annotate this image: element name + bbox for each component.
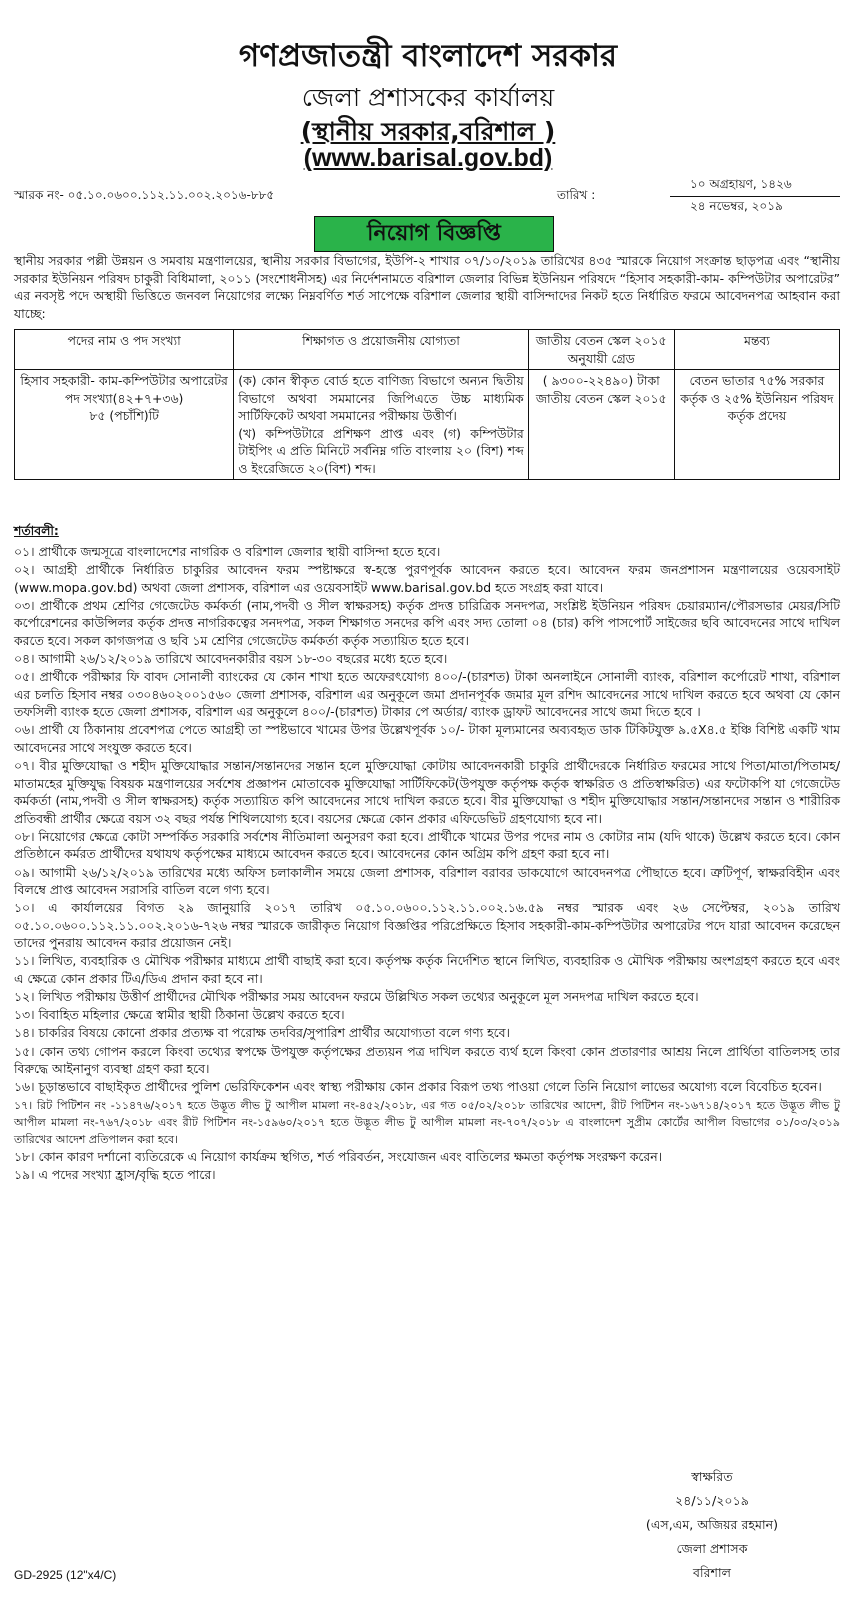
memo-number: স্মারক নং- ০৫.১০.০৬০০.১১২.১১.০০২.২০১৬-৮৮৫ [14,188,275,202]
pay-scale-cell: ( ৯৩০০-২২৪৯০) টাকা জাতীয় বেতন স্কেল ২০১৫ [528,370,674,480]
website-link[interactable]: (www.barisal.gov.bd) [303,144,553,172]
remarks-cell: বেতন ভাতার ৭৫% সরকার কর্তৃক ও ২৫% ইউনিয়ন পরিষদ কর্তৃক প্রদেয় [674,370,839,480]
condition-item: ১২। লিখিত পরীক্ষায় উত্তীর্ণ প্রার্থীদের মৌখিক পরীক্ষার সময় আবেদন ফরমে উল্লিখিত সকল তথ্যের অনুকূলে মূল সনদপত্র দাখিল করতে হবে। [14,989,699,1005]
condition-item: ১৫। কোন তথ্য গোপন করলে কিংবা তথ্যের স্বপক্ষে উপযুক্ত কর্তৃপক্ষের প্রত্যয়ন পত্র দাখিল করতে ব্যর্থ হলে কিংবা কোন প্রতারণার আশ্রয় নিলে প্রার্থিতা বাতিলসহ তার বিরুদ্ধে আইনানুগ ব্যবস্থা গ্রহণ করা হবে। [14,1043,840,1077]
condition-item: ১৭। রিট পিটিশন নং -১১৪৭৬/২০১৭ হতে উদ্ভূত লীভ টু আপীল মামলা নং-৪৫২/২০১৮, এর গত ০৫/০২/২০১৮ তারিখের আদেশ, রীট পিটিশন নং-১৬৭১৪/২০১৭ হতে উদ্ভূত লীভ টু আপীল মামলা নং-৭৬৭/২০১৮ এবং রীট পিটিশন নং-১৫৯৬০/২০১৭ হতে উদ্ভূত লীভ টু আপীল মামলা নং-৭০৭/২০১৮ এ বাংলাদেশ সুপ্রীম কোর্টের আপীল বিভাগের ০১/০৩/২০১৯ তারিখের আদেশ প্রতিপালন করা হবে। [14,1098,840,1146]
conditions-list [14,543,840,1185]
condition-item: ০৫। প্রার্থীকে পরীক্ষার ফি বাবদ সোনালী ব্যাংকের যে কোন শাখা হতে অফেরৎযোগ্য ৪০০/-(চারশত) টাকা অনলাইনে সোনালী ব্যাংক, বরিশাল কর্পোরেট শাখা, বরিশাল এর চলতি হিসাব নম্বর ০৩০৪৬০২০০১৫৬০ জেলা প্রশাসক, বরিশাল এর অনুকূলে জমা প্রদানপূর্বক জমার মূল রশিদ আবেদনের সাথে দাখিল করতে হবে অথবা যে কোন তফসিলী ব্যাংক হতে জেলা প্রশাসক, বরিশাল এর অনুকূলে ৪০০/-(চারশত) টাকার পে অর্ডার/ ব্যাংক ড্রাফট আবেদনের সাথে জমা দিতে হবে । [14,669,840,720]
condition-item: ০৬। প্রার্থী যে ঠিকানায় প্রবেশপত্র পেতে আগ্রহী তা স্পষ্টভাবে খামের উপর উল্লেখপূর্বক ১০/- টাকা মূল্যমানের অব্যবহৃত ডাক টিকিটযুক্ত ৯.৫X৪.৫ ইঞ্চি বিশিষ্ট একটি খাম আবেদনের সাথে সংযুক্ত করতে হবে। [14,722,840,755]
signatory-designation: জেলা প্রশাসক [676,1541,748,1556]
signature-date: ২৪/১১/২০১৯ [675,1493,749,1508]
govt-title: গণপ্রজাতন্ত্রী বাংলাদেশ সরকার [238,38,618,74]
date-english: ২৪ নভেম্বর, ২০১৯ [690,199,783,213]
condition-item: ০৪। আগামী ২৬/১২/২০১৯ তারিখে আবেদনকারীর বয়স ১৮-৩০ বছরের মধ্যে হতে হবে। [14,651,448,667]
conditions-heading: শর্তাবলী: [14,523,59,538]
condition-item: ১০। এ কার্যালয়ের বিগত ২৯ জানুয়ারি ২০১৭ তারিখ ০৫.১০.০৬০০.১১২.১১.০০২.১৬.৫৯ নম্বর স্মারক এবং ২৬ সেপ্টেম্বর, ২০১৯ তারিখ ০৫.১০.০৬০০.১১২.১১.০০২.২০১৬-৭২৬ নম্বর স্মারকে জারীকৃত নিয়োগ বিজ্ঞপ্তির পরিপ্রেক্ষিতে হিসাব সহকারী-কাম-কম্পিউটার অপারেটর পদে যারা আবেদন করেছেন তাদের পুনরায় আবেদন করার প্রয়োজন নেই। [14,900,840,951]
header-qualification: শিক্ষাগত ও প্রয়োজনীয় যোগ্যতা [234,330,528,370]
condition-item: ০৭। বীর মুক্তিযোদ্ধা ও শহীদ মুক্তিযোদ্ধার সন্তান/সন্তানদের সন্তান হলে মুক্তিযোদ্ধা কোটায় আবেদনকারী চাকুরি প্রার্থীদেরকে নির্ধারিত ফরমের সাথে পিতা/মাতা/পিতামহ/মাতামহের মুক্তিযুদ্ধ বিষয়ক মন্ত্রণালয়ের সর্বশেষ প্রজ্ঞাপন মোতাবেক মুক্তিযোদ্ধা সার্টিফিকেট(উপযুক্ত কর্তৃপক্ষ কর্তৃক স্বাক্ষরিত ও প্রতিস্বাক্ষরিত) এর ফটোকপি যা গেজেটেড কর্মকর্তা (নাম,পদবী ও সীল স্বাক্ষরসহ) কর্তৃক সত্যায়িত কপি আবেদনের সাথে দাখিল করতে হবে। বীর মুক্তিযোদ্ধা ও শহীদ মুক্তিযোদ্ধার সন্তান/সন্তানদের সন্তান ও শারীরিক প্রতিবন্ধী প্রার্থীর ক্ষেত্রে বয়স ৩২ বছর পর্যন্ত শিথিলযোগ্য হবে। বয়সের ক্ষেত্রে কোন প্রকার এফিডেভিট গ্রহণযোগ্য হবে না। [14,758,840,826]
qualification-cell [234,370,528,480]
footer-code: GD-2925 (12"x4/C) [14,1568,117,1582]
post-name: হিসাব সহকারী- কাম-কম্পিউটার অপারেটর [20,373,228,388]
condition-item: ১১। লিখিত, ব্যবহারিক ও মৌখিক পরীক্ষার মাধ্যমে প্রার্থী বাছাই করা হবে। কর্তৃপক্ষ কর্তৃক নির্দেশিত স্থানে লিখিত, ব্যবহারিক ও মৌখিক পরীক্ষায় অংশগ্রহণ করতে হবে এবং এ ক্ষেত্রে কোন প্রকার টিএ/ডিএ প্রদান করা হবে না। [14,953,840,986]
post-cell [15,370,234,480]
signed-label: স্বাক্ষরিত [691,1469,733,1484]
condition-item: ১৯। এ পদের সংখ্যা হ্রাস/বৃদ্ধি হতে পারে। [14,1167,216,1183]
post-count: পদ সংখ্যা(৪২+৭+৩৬) [64,390,184,406]
condition-item: ১৩। বিবাহিত মহিলার ক্ষেত্রে স্বামীর স্থায়ী ঠিকানা উল্লেখ করতে হবে। [14,1007,345,1023]
table-row [15,370,840,480]
office-name: জেলা প্রশাসকের কার্যালয় [301,83,555,112]
posts-table [14,329,840,480]
header-pay-scale: জাতীয় বেতন স্কেল ২০১৫ অনুযায়ী গ্রেড [528,330,674,370]
date-divider [670,196,840,197]
condition-item: ০৮। নিয়োগের ক্ষেত্রে কোটা সম্পর্কিত সরকারি সর্বশেষ নীতিমালা অনুসরণ করা হবে। প্রার্থীকে খামের উপর পদের নাম ও কোটার নাম (যদি থাকে) উল্লেখ করতে হবে। কোন প্রতিষ্ঠানে কর্মরত প্রার্থীদের যথাযথ কর্তৃপক্ষের মাধ্যমে আবেদন করতে হবে। আবেদনের কোন অগ্রিম কপি গ্রহণ করা হবে না। [14,828,840,862]
signature-block [612,1465,812,1585]
header-post: পদের নাম ও পদ সংখ্যা [15,330,234,370]
notice-title-banner: নিয়োগ বিজ্ঞপ্তি [314,216,554,252]
condition-item: ১৪। চাকরির বিষয়ে কোনো প্রকার প্রত্যক্ষ বা পরোক্ষ তদবির/সুপারিশ প্রার্থীর অযোগ্যতা বলে গণ্য হবে। [14,1025,510,1041]
condition-item: ০২। আগ্রহী প্রার্থীকে নির্ধারিত চাকুরির আবেদন ফরম স্পষ্টাক্ষরে স্ব-হস্তে পুরণপূর্বক আবেদন করতে হবে। আবেদন ফরম জনপ্রশাসন মন্ত্রণালয়ের ওয়েবসাইট (www.mopa.gov.bd) অথবা জেলা প্রশাসক, বরিশাল এর ওয়েবসাইট www.barisal.gov.bd হতে সংগ্রহ করা যাবে। [14,562,840,595]
intro-paragraph: স্থানীয় সরকার পল্লী উন্নয়ন ও সমবায় মন্ত্রণালয়ের, স্থানীয় সরকার বিভাগের, ইউপি-২ শাখার ০৭/১০/২০১৯ তারিখের ৪৩৫ স্মারকে নিয়োগ সংক্রান্ত ছাড়পত্র এবং “স্থানীয় সরকার ইউনিয়ন পরিষদ চাকুরী বিধিমালা, ২০১১ (সংশোধনীসহ) এর নির্দেশনামতে বরিশাল জেলার বিভিন্ন ইউনিয়ন পরিষদে “হিসাব সহকারী-কাম- কম্পিউটার অপারেটর” এর নবসৃষ্ট পদে অস্থায়ী ভিত্তিতে জনবল নিয়োগের লক্ষ্যে নিম্নবর্ণিত শর্ত সাপেক্ষে বরিশাল জেলার স্থায়ী বাসিন্দাদের নিকট হতে নির্ধারিত ফরমে আবেদনপত্র আহবান করা যাচ্ছে: [14,253,840,321]
condition-item: ১৮। কোন কারণ দর্শানো ব্যতিরেকে এ নিয়োগ কার্যক্রম স্থগিত, শর্ত পরিবর্তন, সংযোজন এবং বাতিলের ক্ষমতা কর্তৃপক্ষ সংরক্ষণ করেন। [14,1149,663,1165]
condition-item: ০১। প্রার্থীকে জন্মসূত্রে বাংলাদেশের নাগরিক ও বরিশাল জেলার স্থায়ী বাসিন্দা হতে হবে। [14,544,441,559]
qualification-a: (ক) কোন স্বীকৃত বোর্ড হতে বাণিজ্য বিভাগে অন্যন দ্বিতীয় বিভাগে অথবা সমমানের জিপিএতে উচ্চ মাধ্যমিক সার্টিফিকেট অথবা সমমানের পরীক্ষায় উত্তীর্ণ। [238,373,524,423]
condition-item: ১৬। চূড়ান্তভাবে বাছাইকৃত প্রার্থীদের পুলিশ ভেরিফিকেশন এবং স্বাস্থ্য পরীক্ষায় কোন প্রকার বিরূপ তথ্য পাওয়া গেলে তিনি নিয়োগ লাভের অযোগ্য বলে বিবেচিত হবেন। [14,1079,822,1095]
header-remarks: মন্তব্য [674,330,839,370]
branch-name: (স্থানীয় সরকার,বরিশাল ) [300,117,556,146]
signatory-place: বরিশাল [692,1565,732,1580]
condition-item: ০৩। প্রার্থীকে প্রথম শ্রেণির গেজেটেড কর্মকর্তা (নাম,পদবী ও সীল স্বাক্ষরসহ) কর্তৃক প্রদত্ত চারিত্রিক সনদপত্র, সংশ্লিষ্ট ইউনিয়ন পরিষদ চেয়ারম্যান/পৌরসভার মেয়র/সিটি কর্পোরেশনের কাউন্সিলর কর্তৃক প্রদত্ত নাগরিকত্বের সনদপত্র, সকল শিক্ষাগত সনদের কপি এবং সদ্য তোলা ০৪ (চার) কপি পাসপোর্ট সাইজের ছবি আবেদনের সাথে দাখিল করতে হবে। সকল কাগজপত্র ও ছবি ১ম শ্রেণির গেজেটেড কর্মকর্তা কর্তৃক সত্যায়িত হতে হবে। [14,597,840,648]
date-bangla: ১০ অগ্রহায়ণ, ১৪২৬ [690,177,792,191]
signatory-name: (এস,এম, অজিয়র রহমান) [645,1517,779,1532]
qualification-b: (খ) কম্পিউটারে প্রশিক্ষণ প্রাপ্ত এবং (গ) কম্পিউটার টাইপিং এ প্রতি মিনিটে সর্বনিম্ন গতি বাংলায় ২০ (বিশ) শব্দ ও ইংরেজিতে ২০(বিশ) শব্দ। [238,425,524,476]
table-header-row [15,330,840,370]
date-label: তারিখ : [557,188,596,202]
condition-item: ০৯। আগামী ২৬/১২/২০১৯ তারিখের মধ্যে অফিস চলাকালীন সময়ে জেলা প্রশাসক, বরিশাল বরাবর ডাকযোগে আবেদনপত্র পৌছাতে হবে। ত্রুটিপূর্ণ, স্বাক্ষরবিহীন এবং বিলম্বে প্রাপ্ত আবেদন সরাসরি বাতিল বলে গণ্য হবে। [14,864,840,897]
post-total: ৮৫ (পচাঁশি)টি [89,408,159,423]
